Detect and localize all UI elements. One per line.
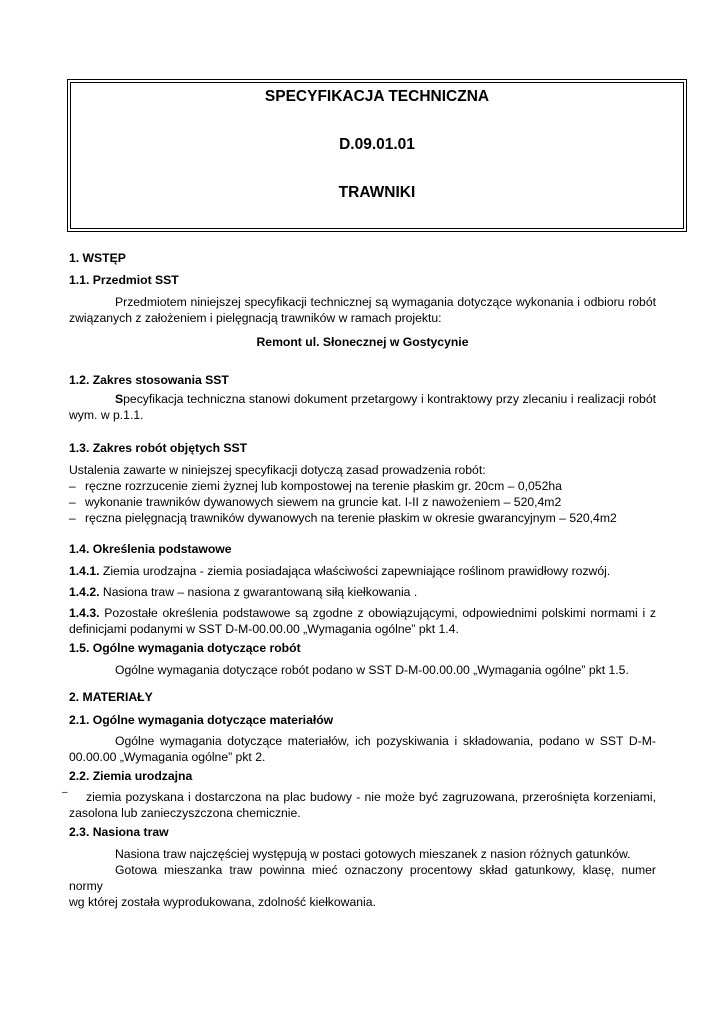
section-2-1-paragraph [69, 733, 656, 765]
section-1-4-1 [69, 563, 656, 579]
drop-letter: S [115, 392, 124, 406]
section-1-4-2 [69, 584, 656, 600]
list-item [69, 494, 656, 510]
list-item-text: ręczna pielęgnacją trawników dywanowych na terenie płaskim w okresie gwarancyjnym – 520,4m2 [85, 511, 617, 525]
section-1-3-list [69, 478, 656, 526]
paragraph-line: Ogólne wymagania dotyczące materiałów, ich pozyskiwania i składowania, podano w SST D-M- [115, 734, 656, 748]
item-text: Ziemia urodzajna - ziemia posiadająca właściwości zapewniające roślinom prawidłowy rozwój. [99, 564, 611, 578]
paragraph-line [69, 391, 656, 407]
dash-bullet: – [69, 511, 76, 525]
paragraph-line: Przedmiotem niniejszej specyfikacji technicznej są wymagania dotyczące wykonania i odbioru robót [115, 295, 656, 309]
paragraph-line: Nasiona traw najczęściej występują w postaci gotowych mieszanek z nasion różnych gatunków. [115, 847, 631, 861]
paragraph-line: definicjami podanymi w SST D-M-00.00.00 „Wymagania ogólne” pkt 1.4. [69, 622, 459, 636]
section-1-3-intro: Ustalenia zawarte w niniejszej specyfikacji dotyczą zasad prowadzenia robót: [69, 463, 486, 477]
doc-code: D.09.01.01 [339, 136, 415, 153]
stray-dash-mark: – [62, 787, 68, 798]
section-1-heading: 1. WSTĘP [69, 251, 126, 265]
project-name: Remont ul. Słonecznej w Gostycynie [256, 335, 469, 349]
section-1-1-heading: 1.1. Przedmiot SST [69, 273, 179, 287]
section-2-3-heading: 2.3. Nasiona traw [69, 825, 169, 839]
section-2-1-heading: 2.1. Ogólne wymagania dotyczące materiałów [69, 713, 334, 727]
section-2-3-paragraph [69, 846, 656, 910]
dash-bullet: – [69, 479, 76, 493]
list-item [69, 510, 656, 526]
paragraph-line: ziemia pozyskana i dostarczona na plac budowy - nie może być zagruzowana, przerośnięta korzeniami, [86, 790, 656, 804]
paragraph-line [69, 605, 656, 621]
doc-title: SPECYFIKACJA TECHNICZNA [264, 88, 490, 105]
item-number: 1.4.2. [69, 585, 100, 599]
section-1-1-paragraph [69, 294, 656, 326]
list-item [69, 478, 656, 494]
list-item-text: ręczne rozrzucenie ziemi żyznej lub kompostowej na terenie płaskim gr. 20cm – 0,052ha [85, 479, 562, 493]
doc-subject: TRAWNIKI [338, 184, 416, 201]
title-box [67, 79, 687, 232]
section-1-4-3 [69, 605, 656, 637]
section-1-3-heading: 1.3. Zakres robót objętych SST [69, 441, 248, 455]
section-2-2-heading: 2.2. Ziemia urodzajna [69, 769, 193, 783]
paragraph-line: związanych z założeniem i pielęgnacją trawników w ramach projektu: [69, 311, 442, 325]
paragraph-line: 00.00.00 „Wymagania ogólne” pkt 2. [69, 750, 266, 764]
section-1-4-heading: 1.4. Określenia podstawowe [69, 542, 232, 556]
paragraph-line: zasolona lub zanieczyszczona chemicznie. [69, 806, 301, 820]
section-2-heading: 2. MATERIAŁY [69, 690, 153, 704]
section-1-2-paragraph [69, 391, 656, 423]
section-2-2-paragraph [69, 789, 656, 821]
list-item-text: wykonanie trawników dywanowych siewem na gruncie kat. I-II z nawożeniem – 520,4m2 [85, 495, 562, 509]
paragraph-text: pecyfikacja techniczna stanowi dokument przetargowy i kontraktowy przy zlecaniu i realizacji robót [123, 392, 656, 406]
section-1-2-heading: 1.2. Zakres stosowania SST [69, 373, 229, 387]
item-number: 1.4.1. [69, 564, 100, 578]
section-1-5-heading: 1.5. Ogólne wymagania dotyczące robót [69, 641, 301, 655]
item-text: Nasiona traw – nasiona z gwarantowaną siłą kiełkowania . [99, 585, 418, 599]
section-1-5-paragraph: Ogólne wymagania dotyczące robót podano w SST D-M-00.00.00 „Wymagania ogólne” pkt 1.5. [115, 663, 629, 677]
item-number: 1.4.3. [69, 606, 100, 620]
paragraph-line: wg której została wyprodukowana, zdolność kiełkowania. [69, 895, 376, 909]
item-text: Pozostałe określenia podstawowe są zgodne z obowiązującymi, odpowiednimi polskimi normami i z [99, 606, 656, 620]
paragraph-line: wym. w p.1.1. [69, 408, 144, 422]
paragraph-line: Gotowa mieszanka traw powinna mieć oznaczony procentowy skład gatunkowy, klasę, numer normy [69, 863, 656, 893]
dash-bullet: – [69, 495, 76, 509]
